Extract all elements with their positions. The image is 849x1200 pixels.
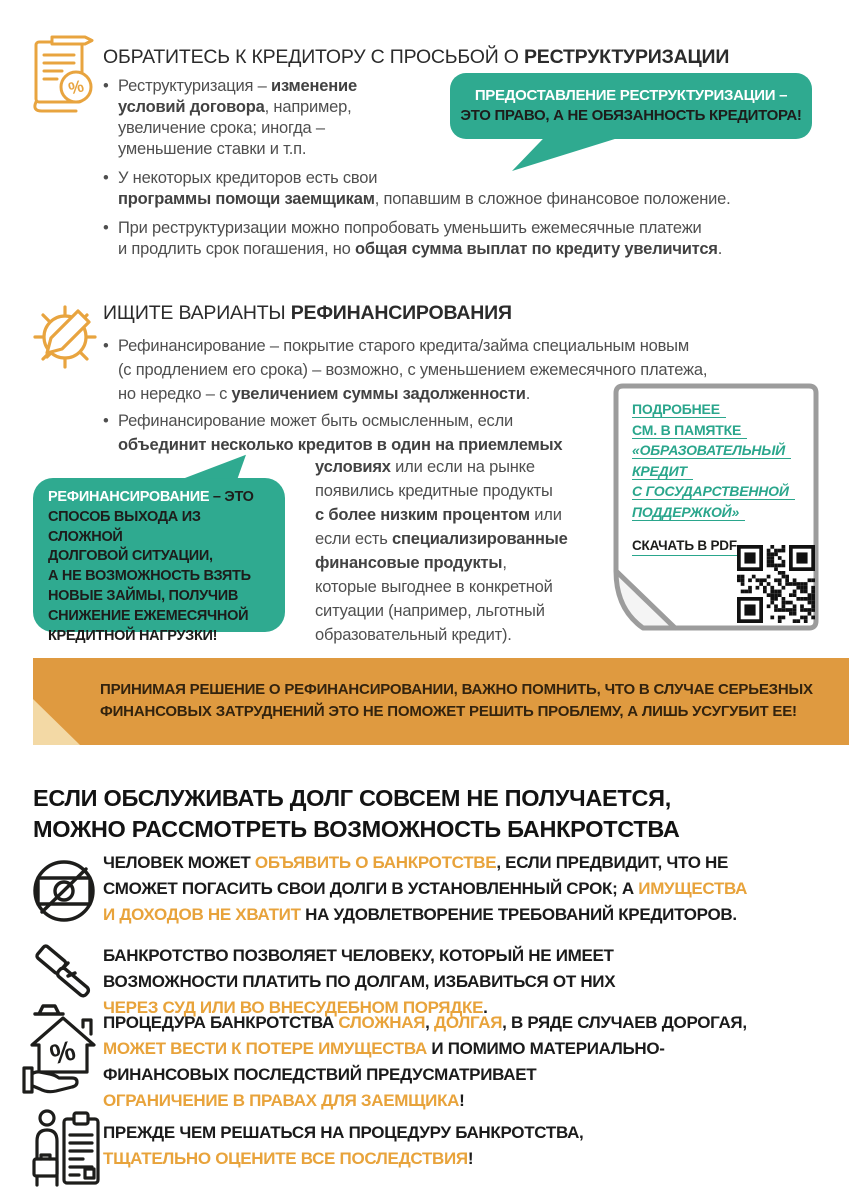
ribbon-fold (33, 699, 80, 745)
title-regular-part: ИЩИТЕ ВАРИАНТЫ (103, 302, 291, 324)
restructuring-speech-bubble-text: ПРЕДОСТАВЛЕНИЕ РЕСТРУКТУРИЗАЦИИ – ЭТО ПРАВО, А НЕ ОБЯЗАННОСТЬ КРЕДИТОРА! (460, 87, 802, 124)
refinancing-bullet-2: • Рефинансирование может быть осмысленным, если объединит несколько кредитов в один на приемлемых (118, 409, 618, 457)
svg-text:%: % (46, 1034, 79, 1071)
gear-pencil-icon (26, 290, 106, 385)
download-pdf-link[interactable]: СКАЧАТЬ В PDF (632, 538, 741, 556)
restructuring-bullet-1: • Реструктуризация – изменение условий договора, например, увеличение срока; иногда – уменьшение ставки и т.п. (118, 76, 458, 160)
warning-ribbon-text: ПРИНИМАЯ РЕШЕНИЕ О РЕФИНАНСИРОВАНИИ, ВАЖНО ПОМНИТЬ, ЧТО В СЛУЧАЕ СЕРЬЕЗНЫХ ФИНАНСОВЫХ ЗАТРУДНЕНИЙ ЭТО НЕ ПОМОЖЕТ РЕШИТЬ ПРОБЛЕМУ, А ЛИШЬ УСУГУБИТ ЕЕ! (100, 681, 813, 720)
bankruptcy-item-1: ЧЕЛОВЕК МОЖЕТ ОБЪЯВИТЬ О БАНКРОТСТВЕ, ЕСЛИ ПРЕДВИДИТ, ЧТО НЕ СМОЖЕТ ПОГАСИТЬ СВОИ ДОЛГИ В УСТАНОВЛЕННЫЙ СРОК; А ИМУЩЕСТВА И ДОХОДОВ НЕ ХВАТИТ НА УДОВЛЕТВОРЕНИЕ ТРЕБОВАНИЙ КРЕДИТОРОВ. (103, 853, 748, 924)
refinancing-speech-bubble (33, 478, 285, 644)
refinancing-section-title (103, 302, 512, 325)
svg-text:%: % (66, 76, 86, 99)
bankruptcy-item-2: БАНКРОТСТВО ПОЗВОЛЯЕТ ЧЕЛОВЕКУ, КОТОРЫЙ НЕ ИМЕЕТ ВОЗМОЖНОСТИ ПЛАТИТЬ ПО ДОЛГАМ, ИЗБАВИТЬСЯ ОТ НИХ ЧЕРЕЗ СУД ИЛИ ВО ВНЕСУДЕБНОМ ПОРЯДКЕ. (103, 946, 616, 1017)
restructuring-section-title (103, 46, 729, 69)
bankruptcy-item-4: ПРЕЖДЕ ЧЕМ РЕШАТЬСЯ НА ПРОЦЕДУРУ БАНКРОТСТВА, ТЩАТЕЛЬНО ОЦЕНИТЕ ВСЕ ПОСЛЕДСТВИЯ! (103, 1123, 584, 1168)
memo-note-card (613, 383, 819, 631)
refinancing-bullet-2-continued: условиях или если на рынке появились кредитные продукты с более низким процентом или если есть специализированные финансовые продукты, которые выгоднее в конкретной ситуации (например, льготный образовательный кредит). (315, 458, 568, 644)
title-regular-part: ОБРАТИТЕСЬ К КРЕДИТОРУ С ПРОСЬБОЙ О (103, 46, 524, 68)
person-clipboard-icon (30, 1105, 104, 1196)
speech-bubble-tail (512, 138, 618, 171)
title-bold-part: РЕФИНАНСИРОВАНИЯ (290, 302, 512, 324)
qr-code (737, 545, 815, 623)
memo-pdf-link[interactable]: ПОДРОБНЕЕ СМ. В ПАМЯТКЕ «ОБРАЗОВАТЕЛЬНЫЙ КРЕДИТ С ГОСУДАРСТВЕННОЙ ПОДДЕРЖКОЙ» (632, 399, 795, 522)
title-bold-part: РЕСТРУКТУРИЗАЦИИ (523, 46, 730, 68)
refinancing-speech-bubble-text: РЕФИНАНСИРОВАНИЕ – ЭТО СПОСОБ ВЫХОДА ИЗ СЛОЖНОЙ ДОЛГОВОЙ СИТУАЦИИ, А НЕ ВОЗМОЖНОСТЬ ВЗЯТЬ НОВЫЕ ЗАЙМЫ, ПОЛУЧИВ СНИЖЕНИЕ ЕЖЕМЕСЯЧНОЙ КРЕДИТНОЙ НАГРУЗКИ! (48, 489, 254, 644)
no-money-icon (26, 858, 102, 929)
bankruptcy-title: ЕСЛИ ОБСЛУЖИВАТЬ ДОЛГ СОВСЕМ НЕ ПОЛУЧАЕТСЯ, МОЖНО РАССМОТРЕТЬ ВОЗМОЖНОСТЬ БАНКРОТСТВА (33, 785, 680, 842)
warning-ribbon (33, 658, 849, 745)
restructuring-speech-bubble (450, 73, 812, 139)
restructuring-bullet-3: • При реструктуризации можно попробовать уменьшить ежемесячные платежи и продлить срок погашения, но общая сумма выплат по кредиту увеличится. (118, 218, 828, 260)
house-percent-hand-icon (22, 1012, 104, 1111)
bankruptcy-item-3: ПРОЦЕДУРА БАНКРОТСТВА СЛОЖНАЯ, ДОЛГАЯ, В РЯДЕ СЛУЧАЕВ ДОРОГАЯ, МОЖЕТ ВЕСТИ К ПОТЕРЕ ИМУЩЕСТВА И ПОМИМО МАТЕРИАЛЬНО- ФИНАНСОВЫХ ПОСЛЕДСТВИЙ ПРЕДУСМАТРИВАЕТ ОГРАНИЧЕНИЕ В ПРАВАХ ДЛЯ ЗАЕМЩИКА! (103, 1013, 747, 1110)
refinancing-bullet-1: • Рефинансирование – покрытие старого кредита/займа специальным новым (с продлением его срока) – возможно, с уменьшением ежемесячного платежа, но нередко – с увеличением суммы задолженности. (118, 334, 828, 406)
restructuring-bullet-2: • У некоторых кредиторов есть свои программы помощи заемщикам, попавшим в сложное финансовое положение. (118, 168, 818, 210)
contract-percent-icon (28, 28, 102, 121)
